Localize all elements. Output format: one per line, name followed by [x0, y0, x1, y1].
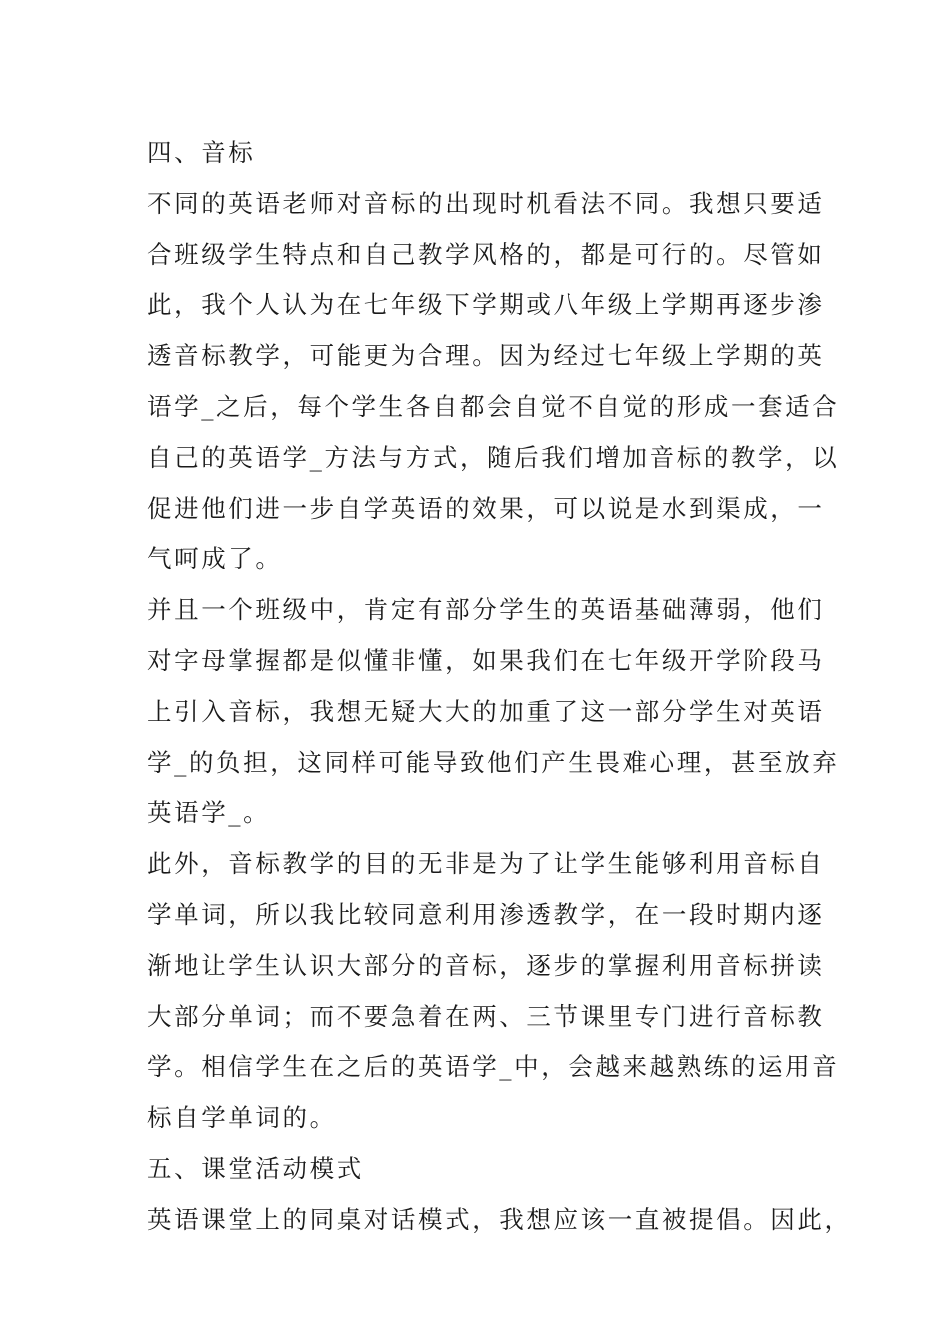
- paragraph-line: 自己的英语学_方法与方式，随后我们增加音标的教学，以: [147, 442, 840, 472]
- paragraph-line: 英语学_。: [147, 798, 271, 828]
- paragraph-line: 标自学单词的。: [147, 1103, 337, 1133]
- paragraph-line: 促进他们进一步自学英语的效果，可以说是水到渠成，一: [147, 493, 825, 523]
- paragraph-line: 大部分单词；而不要急着在两、三节课里专门进行音标教: [147, 1001, 825, 1031]
- paragraph-line: 渐地让学生认识大部分的音标，逐步的掌握利用音标拼读: [147, 950, 825, 980]
- section-heading-classroom-activity: 五、课堂活动模式: [147, 1153, 364, 1183]
- paragraph-line: 学_的负担，这同样可能导致他们产生畏难心理，甚至放弃: [147, 747, 840, 777]
- paragraph-line: 透音标教学，可能更为合理。因为经过七年级上学期的英: [147, 341, 825, 371]
- paragraph-line: 并且一个班级中，肯定有部分学生的英语基础薄弱，他们: [147, 595, 825, 625]
- paragraph-line: 不同的英语老师对音标的出现时机看法不同。我想只要适: [147, 188, 825, 218]
- paragraph-line: 合班级学生特点和自己教学风格的，都是可行的。尽管如: [147, 239, 825, 269]
- paragraph-line: 上引入音标，我想无疑大大的加重了这一部分学生对英语: [147, 696, 825, 726]
- paragraph-line: 此外，音标教学的目的无非是为了让学生能够利用音标自: [147, 849, 825, 879]
- section-heading-phonetics: 四、音标: [147, 138, 256, 167]
- paragraph-line: 气呵成了。: [147, 544, 283, 574]
- paragraph-line: 学。相信学生在之后的英语学_中，会越来越熟练的运用音: [147, 1052, 840, 1082]
- paragraph-line: 此，我个人认为在七年级下学期或八年级上学期再逐步渗: [147, 290, 825, 320]
- paragraph-line: 对字母掌握都是似懂非懂，如果我们在七年级开学阶段马: [147, 645, 825, 675]
- paragraph-line: 学单词，所以我比较同意利用渗透教学，在一段时期内逐: [147, 899, 825, 929]
- paragraph-line: 英语课堂上的同桌对话模式，我想应该一直被提倡。因此，: [147, 1204, 852, 1234]
- paragraph-line: 语学_之后，每个学生各自都会自觉不自觉的形成一套适合: [147, 391, 840, 421]
- document-body: [147, 128, 852, 1246]
